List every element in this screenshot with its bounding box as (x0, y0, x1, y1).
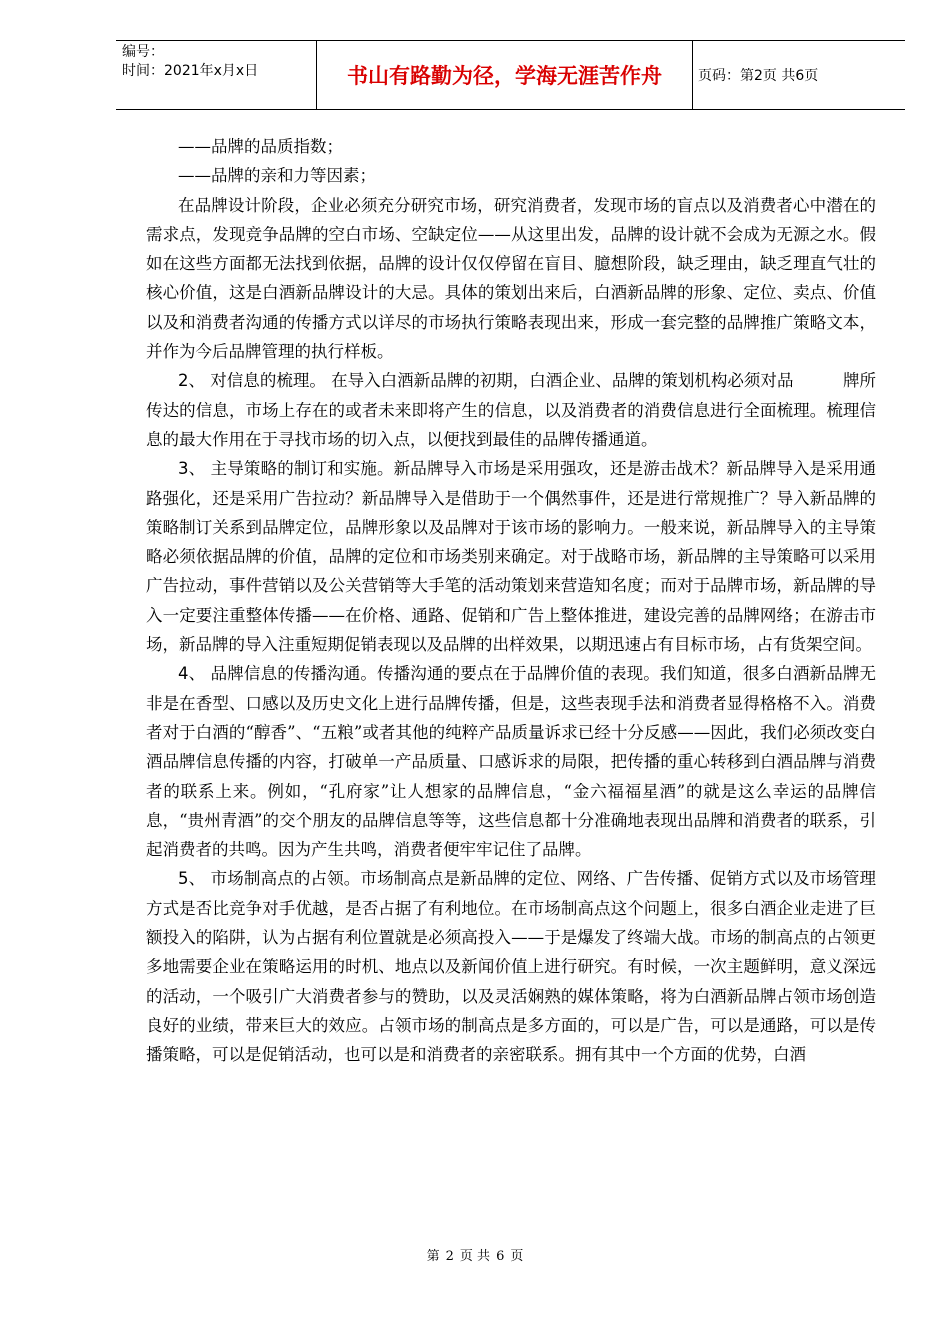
item-number: 4、 (178, 664, 206, 684)
footer-prefix: 第 (426, 1249, 440, 1264)
paragraph-3 (146, 454, 876, 659)
bullet-quality-index: ——品牌的品质指数； (178, 137, 343, 156)
item-number: 2、 (178, 371, 206, 391)
header-meta (122, 43, 314, 107)
paragraph-brand-design: 在品牌设计阶段，企业必须充分研究市场，研究消费者，发现市场的盲点以及消费者心中潜在的需求点，发现竞争品牌的空白市场、空缺定位——从这里出发，品牌的设计就不会成为无源之水。假如在这些方面都无法找到依据，品牌的设计仅仅停留在盲目、臆想阶段，缺乏理由，缺乏理直气壮的核心价值，这是白酒新品牌设计的大忌。具体的策划出来后，白酒新品牌的形象、定位、卖点、价值以及和消费者沟通的传播方式以详尽的市场执行策略表现出来，形成一套完整的品牌推广策略文本，并作为今后品牌管理的执行样板。 (146, 195, 876, 362)
paragraph-4 (146, 659, 876, 864)
paragraph-text: 对信息的梳理。 在导入白酒新品牌的初期，白酒企业、品牌的策划机构必须对品 牌所传达的信息，市场上存在的或者未来即将产生的信息，以及消费者的消费信息进行全面梳理。梳理信息的最大作用在于寻找市场的切入点，以便找到最佳的品牌传播通道。 (146, 371, 876, 449)
paragraph-text: 主导策略的制订和实施。新品牌导入市场是采用强攻，还是游击战术？新品牌导入是采用通路强化，还是采用广告拉动？新品牌导入是借助于一个偶然事件，还是进行常规推广？导入新品牌的策略制订关系到品牌定位，品牌形象以及品牌对于该市场的影响力。一般来说，新品牌导入的主导策略必须依据品牌的价值，品牌的定位和市场类别来确定。对于战略市场，新品牌的主导策略可以采用广告拉动，事件营销以及公关营销等大手笔的活动策划来营造知名度；而对于品牌市场，新品牌的导入一定要注重整体传播——在价格、通路、促销和广告上整体推进，建设完善的品牌网络；在游击市场，新品牌的导入注重短期促销表现以及品牌的出样效果，以期迅速占有目标市场，占有货架空间。 (146, 459, 877, 655)
document-number-label: 编号： (122, 44, 164, 60)
document-time: 时间：2021年x月x日 (122, 63, 259, 79)
paragraph-2 (146, 366, 876, 454)
item-number: 3、 (178, 459, 206, 479)
page-footer (0, 1245, 950, 1264)
header-motto: 书山有路勤为径，学海无涯苦作舟 (316, 41, 693, 109)
bullet-affinity: ——品牌的亲和力等因素； (178, 166, 376, 186)
footer-page-total: 6 (496, 1249, 505, 1264)
footer-mid: 页 共 (459, 1249, 491, 1264)
page-header (116, 40, 905, 110)
footer-page-number: 2 (445, 1249, 454, 1264)
paragraph-text: 市场制高点的占领。市场制高点是新品牌的定位、网络、广告传播、促销方式以及市场管理方式是否比竞争对手优越，是否占据了有利地位。在市场制高点这个问题上，很多白酒企业走进了巨额投入的陷阱，认为占据有利位置就是必须高投入——于是爆发了终端大战。市场的制高点的占领更多地需要企业在策略运用的时机、地点以及新闻价值上进行研究。有时候，一次主题鲜明，意义深远的活动，一个吸引广大消费者参与的赞助，以及灵活娴熟的媒体策略，将为白酒新品牌占领市场创造良好的业绩，带来巨大的效应。占领市场的制高点是多方面的，可以是广告，可以是通路，可以是传播策略，可以是促销活动，也可以是和消费者的亲密联系。拥有其中一个方面的优势，白酒 (146, 869, 877, 1065)
header-page-info: 页码：第2页 共6页 (698, 68, 819, 84)
footer-suffix: 页 (510, 1249, 524, 1264)
paragraph-text: 品牌信息的传播沟通。传播沟通的要点在于品牌价值的表现。我们知道，很多白酒新品牌无非是在香型、口感以及历史文化上进行品牌传播，但是，这些表现手法和消费者显得格格不入。消费者对于白酒的“醇香”、“五粮”或者其他的纯粹产品质量诉求已经十分反感——因此，我们必须改变白酒品牌信息传播的内容，打破单一产品质量、口感诉求的局限，把传播的重心转移到白酒品牌与消费者的联系上来。例如，“孔府家”让人想家的品牌信息，“金六福福星酒”的就是这么幸运的品牌信息，“贵州青酒”的交个朋友的品牌信息等等，这些信息都十分准确地表现出品牌和消费者的联系，引起消费者的共鸣。因为产生共鸣，消费者便牢牢记住了品牌。 (146, 664, 877, 860)
document-body (146, 132, 876, 1070)
item-number: 5、 (178, 869, 206, 889)
paragraph-5 (146, 864, 876, 1069)
